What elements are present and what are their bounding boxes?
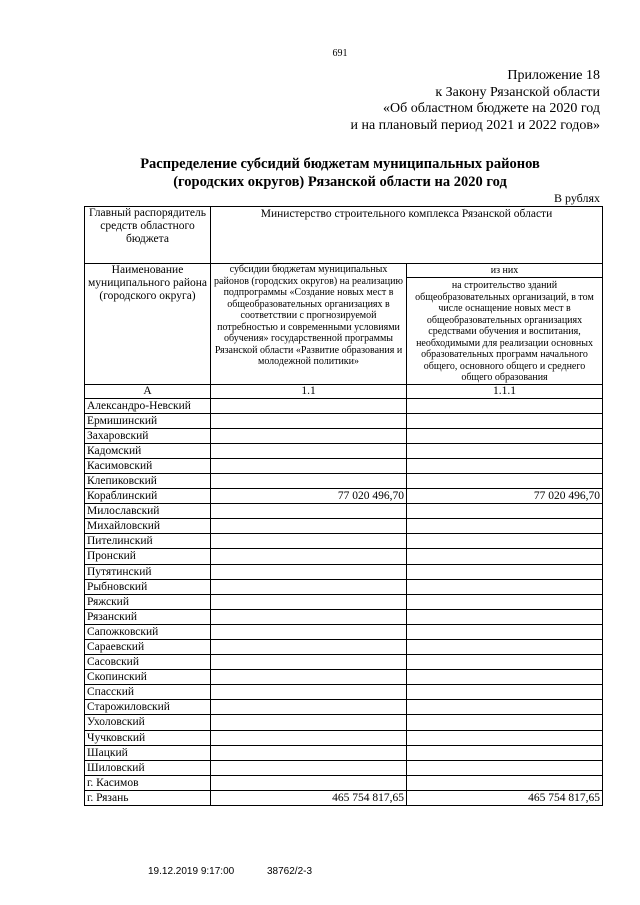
- subsidy-amount-cell: [211, 670, 407, 685]
- construction-amount-cell: [407, 458, 603, 473]
- construction-amount-cell: [407, 670, 603, 685]
- header-main-manager: Главный распорядитель средств областного бюджета: [85, 207, 211, 264]
- construction-amount-cell: [407, 640, 603, 655]
- header-row-manager: [85, 207, 603, 264]
- page-number: 691: [332, 48, 348, 59]
- construction-amount-cell: [407, 775, 603, 790]
- appendix-line-1: Приложение 18: [507, 68, 600, 83]
- subsidy-amount-cell: [211, 504, 407, 519]
- subsidy-amount-cell: [211, 655, 407, 670]
- table-row: [85, 730, 603, 745]
- construction-amount-cell: [407, 413, 603, 428]
- subsidy-amount-cell: [211, 745, 407, 760]
- construction-amount-cell: [407, 443, 603, 458]
- construction-amount-cell: [407, 745, 603, 760]
- subsidy-amount-cell: [211, 428, 407, 443]
- district-name-cell: Касимовский: [85, 458, 211, 473]
- construction-amount-cell: [407, 760, 603, 775]
- construction-amount-cell: 465 754 817,65: [407, 790, 603, 805]
- table-row: [85, 790, 603, 805]
- construction-amount-cell: [407, 473, 603, 488]
- district-name-cell: Спасский: [85, 685, 211, 700]
- table-row: [85, 519, 603, 534]
- district-name-cell: Шиловский: [85, 760, 211, 775]
- district-name-cell: Ермишинский: [85, 413, 211, 428]
- table-row: [85, 745, 603, 760]
- construction-amount-cell: [407, 624, 603, 639]
- title-line-2: (городских округов) Рязанской области на 2020 год: [173, 174, 507, 190]
- title-line-1: Распределение субсидий бюджетам муниципальных районов: [140, 156, 540, 172]
- district-name-cell: Скопинский: [85, 670, 211, 685]
- column-codes-row: [85, 384, 603, 398]
- subsidy-table: [84, 206, 603, 806]
- district-name-cell: г. Рязань: [85, 790, 211, 805]
- district-name-cell: Александро-Невский: [85, 398, 211, 413]
- construction-amount-cell: [407, 715, 603, 730]
- table-row: [85, 670, 603, 685]
- subsidy-amount-cell: 77 020 496,70: [211, 489, 407, 504]
- subsidy-amount-cell: [211, 685, 407, 700]
- table-row: [85, 715, 603, 730]
- appendix-line-4: и на плановый период 2021 и 2022 годов»: [350, 117, 600, 133]
- district-name-cell: Пронский: [85, 549, 211, 564]
- table-row: [85, 398, 603, 413]
- district-name-cell: Ухоловский: [85, 715, 211, 730]
- district-name-cell: г. Касимов: [85, 775, 211, 790]
- construction-amount-cell: [407, 428, 603, 443]
- district-name-cell: Рыбновский: [85, 579, 211, 594]
- table-row: [85, 594, 603, 609]
- footer-doc-id: 38762/2-3: [266, 866, 313, 877]
- construction-amount-cell: 77 020 496,70: [407, 489, 603, 504]
- construction-amount-cell: [407, 685, 603, 700]
- construction-amount-cell: [407, 519, 603, 534]
- subsidy-amount-cell: 465 754 817,65: [211, 790, 407, 805]
- subsidy-amount-cell: [211, 700, 407, 715]
- construction-amount-cell: [407, 564, 603, 579]
- subsidy-amount-cell: [211, 730, 407, 745]
- construction-amount-cell: [407, 730, 603, 745]
- subsidy-amount-cell: [211, 413, 407, 428]
- district-name-cell: Шацкий: [85, 745, 211, 760]
- header-name: Наименование муниципального района (городского округа): [85, 264, 211, 385]
- district-name-cell: Сасовский: [85, 655, 211, 670]
- table-row: [85, 534, 603, 549]
- table-row: [85, 443, 603, 458]
- subsidy-amount-cell: [211, 624, 407, 639]
- subsidy-amount-cell: [211, 715, 407, 730]
- subsidy-amount-cell: [211, 473, 407, 488]
- construction-amount-cell: [407, 594, 603, 609]
- district-name-cell: Михайловский: [85, 519, 211, 534]
- district-name-cell: Кадомский: [85, 443, 211, 458]
- appendix-line-2: к Закону Рязанской области: [435, 84, 600, 100]
- district-name-cell: Милославский: [85, 504, 211, 519]
- subsidy-amount-cell: [211, 775, 407, 790]
- construction-amount-cell: [407, 549, 603, 564]
- units-label: В рублях: [553, 191, 600, 205]
- table-row: [85, 760, 603, 775]
- subsidy-amount-cell: [211, 534, 407, 549]
- header-ministry: Министерство строительного комплекса Рязанской области: [211, 207, 603, 264]
- table-row: [85, 579, 603, 594]
- table-row: [85, 775, 603, 790]
- subsidy-amount-cell: [211, 549, 407, 564]
- table-row: [85, 489, 603, 504]
- header-subsidy: субсидии бюджетам муниципальных районов (городских округов) на реализацию подпрограммы «Создание новых мест в общеобразовательных организациях в соответствии с прогнозируемой потребностью и современными условиями обучения» государственной программы Рязанской области «Развитие образования и молодежной политики»: [211, 264, 407, 385]
- district-name-cell: Чучковский: [85, 730, 211, 745]
- construction-amount-cell: [407, 534, 603, 549]
- subsidy-amount-cell: [211, 640, 407, 655]
- subsidy-amount-cell: [211, 609, 407, 624]
- document-title: [130, 155, 550, 191]
- table-row: [85, 428, 603, 443]
- construction-amount-cell: [407, 398, 603, 413]
- table-row: [85, 609, 603, 624]
- construction-amount-cell: [407, 579, 603, 594]
- column-code-1-1: 1.1: [211, 384, 407, 398]
- district-name-cell: Пителинский: [85, 534, 211, 549]
- header-row-names: [85, 264, 603, 278]
- subsidy-amount-cell: [211, 579, 407, 594]
- district-name-cell: Ряжский: [85, 594, 211, 609]
- subsidy-amount-cell: [211, 398, 407, 413]
- table-row: [85, 458, 603, 473]
- appendix-header: [350, 68, 600, 134]
- table-row: [85, 549, 603, 564]
- table-row: [85, 655, 603, 670]
- subsidy-amount-cell: [211, 519, 407, 534]
- table-row: [85, 624, 603, 639]
- subsidy-amount-cell: [211, 760, 407, 775]
- district-name-cell: Сараевский: [85, 640, 211, 655]
- table-row: [85, 640, 603, 655]
- header-of-which: из них: [407, 264, 603, 278]
- district-name-cell: Захаровский: [85, 428, 211, 443]
- table-row: [85, 700, 603, 715]
- construction-amount-cell: [407, 655, 603, 670]
- column-code-1-1-1: 1.1.1: [407, 384, 603, 398]
- footer-timestamp: 19.12.2019 9:17:00: [148, 866, 235, 877]
- table-row: [85, 564, 603, 579]
- subsidy-amount-cell: [211, 594, 407, 609]
- footer: [148, 866, 312, 877]
- column-code-a: А: [85, 384, 211, 398]
- table-row: [85, 504, 603, 519]
- header-detail: на строительство зданий общеобразовательных организаций, в том числе оснащение новых мест в общеобразовательных организациях средствами обучения и воспитания, необходимыми для реализации основных образовательных программ начального общего, основного общего и среднего общего образования: [407, 278, 603, 385]
- table-row: [85, 685, 603, 700]
- subsidy-amount-cell: [211, 443, 407, 458]
- subsidy-amount-cell: [211, 458, 407, 473]
- construction-amount-cell: [407, 700, 603, 715]
- table-row: [85, 413, 603, 428]
- subsidy-amount-cell: [211, 564, 407, 579]
- district-name-cell: Кораблинский: [85, 489, 211, 504]
- construction-amount-cell: [407, 609, 603, 624]
- district-name-cell: Путятинский: [85, 564, 211, 579]
- table-row: [85, 473, 603, 488]
- construction-amount-cell: [407, 504, 603, 519]
- district-name-cell: Рязанский: [85, 609, 211, 624]
- district-name-cell: Клепиковский: [85, 473, 211, 488]
- appendix-line-3: «Об областном бюджете на 2020 год: [383, 101, 600, 116]
- district-name-cell: Старожиловский: [85, 700, 211, 715]
- district-name-cell: Сапожковский: [85, 624, 211, 639]
